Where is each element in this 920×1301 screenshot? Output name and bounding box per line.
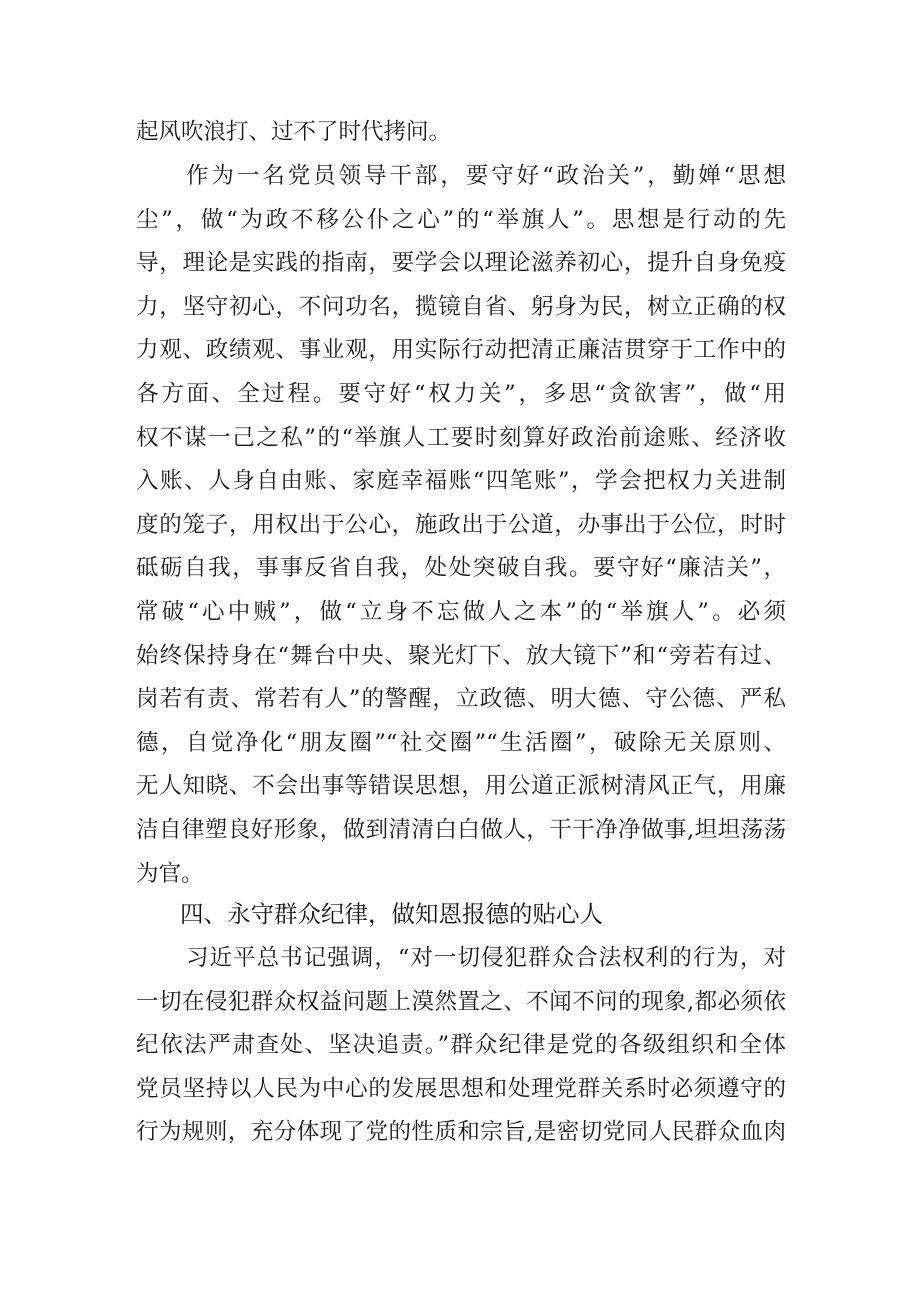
text-line: 洁自律塑良好形象，做到清清白白做人，干干净净做事,坦坦荡荡 [136, 817, 786, 843]
text-line: 无人知晓、不会出事等错误思想，用公道正派树清风正气，用廉 [136, 773, 786, 800]
section-heading: 四、永守群众纪律，做知恩报德的贴心人 [180, 900, 603, 928]
text-line: 权不谋一己之私”的“举旗人工要时刻算好政治前途账、经济收 [136, 424, 786, 451]
text-line: 力，坚守初心，不问功名，揽镜自省、躬身为民，树立正确的权 [136, 293, 786, 320]
text-line: 入账、人身自由账、家庭幸福账“四笔账”，学会把权力关进制 [136, 468, 786, 495]
text-line: 起风吹浪打、过不了时代拷问。 [136, 119, 452, 145]
text-line: 纪依法严肃查处、坚决追责。”群众纪律是党的各级组织和全体 [136, 1032, 786, 1059]
text-line: 德，自觉净化“朋友圈”“社交圈”“生活圈”，破除无关原则、 [136, 729, 786, 756]
text-line: 力观、政绩观、事业观，用实际行动把清正廉洁贯穿于工作中的 [136, 337, 786, 364]
text-line: 习近平总书记强调，“对一切侵犯群众合法权利的行为，对 [186, 945, 786, 971]
text-line: 一切在侵犯群众权益问题上漠然置之、不闻不问的现象,都必须依 [136, 988, 786, 1015]
text-line: 导，理论是实践的指南，要学会以理论滋养初心，提升自身免疫 [136, 250, 786, 277]
text-line: 作为一名党员领导干部，要守好“政治关”，勤婵“思想 [186, 163, 786, 189]
text-line: 始终保持身在“舞台中央、聚光灯下、放大镜下”和“旁若有过、 [136, 642, 786, 669]
text-line: 各方面、全过程。要守好“权力关”，多思“贪欲害”，做“用 [136, 381, 786, 407]
text-line: 为官。 [136, 860, 204, 887]
text-line: 岗若有责、常若有人”的警醒，立政德、明大德、守公德、严私 [136, 686, 786, 713]
text-line: 尘”，做“为政不移公仆之心”的“举旗人”。思想是行动的先 [136, 206, 786, 233]
text-line: 行为规则，充分体现了党的性质和宗旨,是密切党同人民群众血肉 [136, 1119, 786, 1146]
text-line: 砥砺自我，事事反省自我，处处突破自我。要守好“廉洁关”， [136, 555, 786, 582]
text-line: 常破“心中贼”，做“立身不忘做人之本”的“举旗人”。必须 [136, 599, 786, 625]
text-line: 度的笼子，用权出于公心，施政出于公道，办事出于公位，时时 [136, 511, 786, 538]
text-line: 党员坚持以人民为中心的发展思想和处理党群关系时必须遵守的 [136, 1075, 786, 1102]
